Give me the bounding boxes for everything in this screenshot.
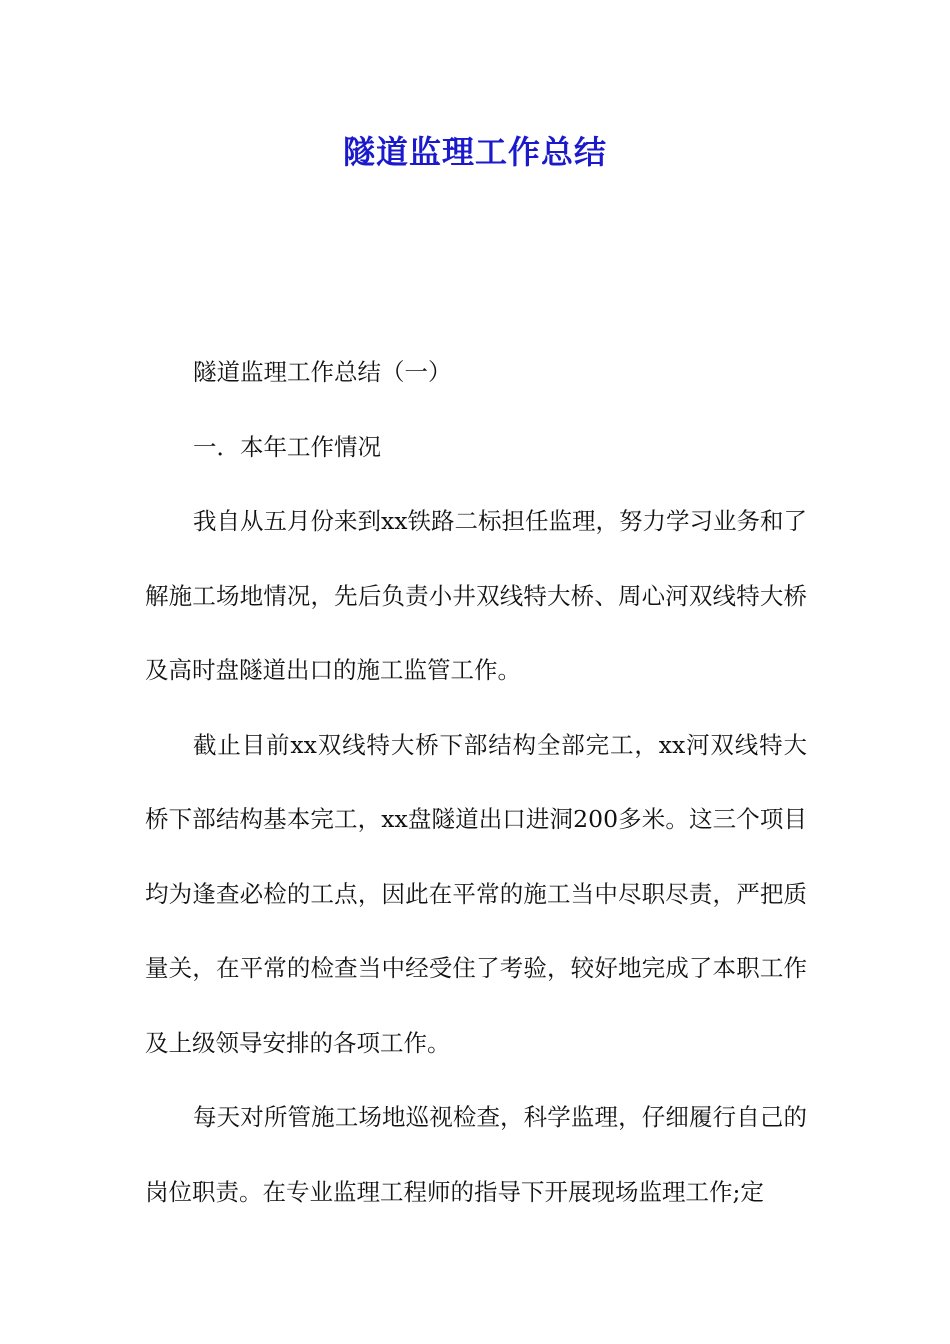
document-body (145, 335, 807, 1229)
paragraph-1: 我自从五月份来到xx铁路二标担任监理，努力学习业务和了解施工场地情况，先后负责小井双线特大桥、周心河双线特大桥及高时盘隧道出口的施工监管工作。 (145, 507, 808, 684)
paragraph-2: 截止目前xx双线特大桥下部结构全部完工，xx河双线特大桥下部结构基本完工，xx盘隧道出口进洞200多米。这三个项目均为逢查必检的工点，因此在平常的施工当中尽职尽责，严把质量关，在平常的检查当中经受住了考验，较好地完成了本职工作及上级领导安排的各项工作。 (145, 730, 807, 1057)
document-title: 隧道监理工作总结 (342, 133, 607, 171)
paragraph-3: 每天对所管施工场地巡视检查，科学监理，仔细履行自己的岗位职责。在专业监理工程师的指导下开展现场监理工作;定 (145, 1103, 807, 1206)
section-heading: 隧道监理工作总结（一） (193, 358, 452, 386)
subheading: 一．本年工作情况 (193, 432, 381, 461)
